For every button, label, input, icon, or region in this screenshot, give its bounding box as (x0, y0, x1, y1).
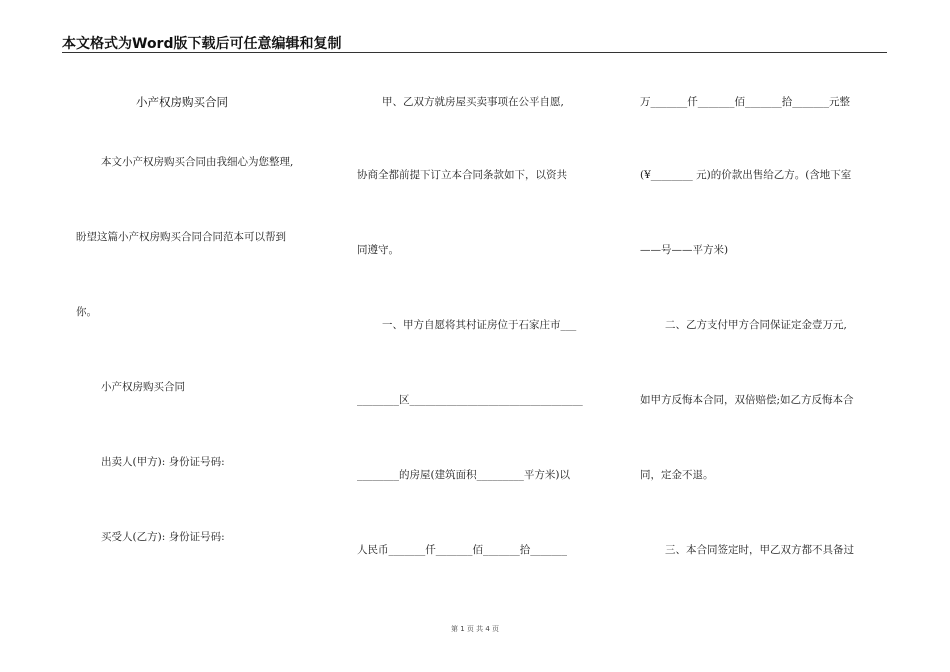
text-column-1 (76, 95, 326, 595)
text-line: ________的房屋(建筑面积_________平方米)以 (357, 469, 570, 481)
text-line: (¥________ 元)的价款出售给乙方。(含地下室 (640, 169, 852, 181)
text-line: 协商全都前提下订立本合同条款如下，以资共 (357, 169, 567, 181)
text-line: 盼望这篇小产权房购买合同合同范本可以帮到 (76, 231, 286, 243)
text-line: 本文小产权房购买合同由我细心为您整理, (101, 156, 294, 168)
text-column-3 (640, 95, 885, 595)
page-number: 第 1 页 共 4 页 (450, 625, 500, 633)
text-line: 一、甲方自愿将其村证房位于石家庄市___ (382, 319, 577, 331)
document-header-title: 本文格式为Word版下载后可任意编辑和复制 (62, 36, 342, 52)
buyer-line: 买受人(乙方): 身份证号码: (101, 531, 225, 543)
text-line: 小产权房购买合同 (101, 381, 185, 393)
text-line: ________区_________________________________ (357, 394, 583, 406)
text-line: 三、本合同签定时，甲乙双方都不具备过 (665, 544, 854, 556)
text-line: 你。 (76, 306, 97, 318)
text-line: 甲、乙双方就房屋买卖事项在公平自愿, (382, 96, 564, 108)
header-divider (62, 52, 887, 53)
text-line: 人民币_______仟_______佰_______拾_______ (357, 544, 567, 556)
text-line: 同，定金不退。 (640, 469, 714, 481)
document-title: 小产权房购买合同 (136, 95, 228, 109)
text-line: 同遵守。 (357, 244, 399, 256)
text-column-2 (357, 95, 607, 595)
text-line: 如甲方反悔本合同，双倍赔偿;如乙方反悔本合 (640, 394, 854, 406)
text-line: ——号——平方米) (640, 244, 729, 256)
seller-line: 出卖人(甲方): 身份证号码: (101, 456, 225, 468)
text-line: 万_______仟_______佰_______拾_______元整 (640, 96, 850, 108)
text-line: 二、乙方支付甲方合同保证定金壹万元, (665, 319, 847, 331)
